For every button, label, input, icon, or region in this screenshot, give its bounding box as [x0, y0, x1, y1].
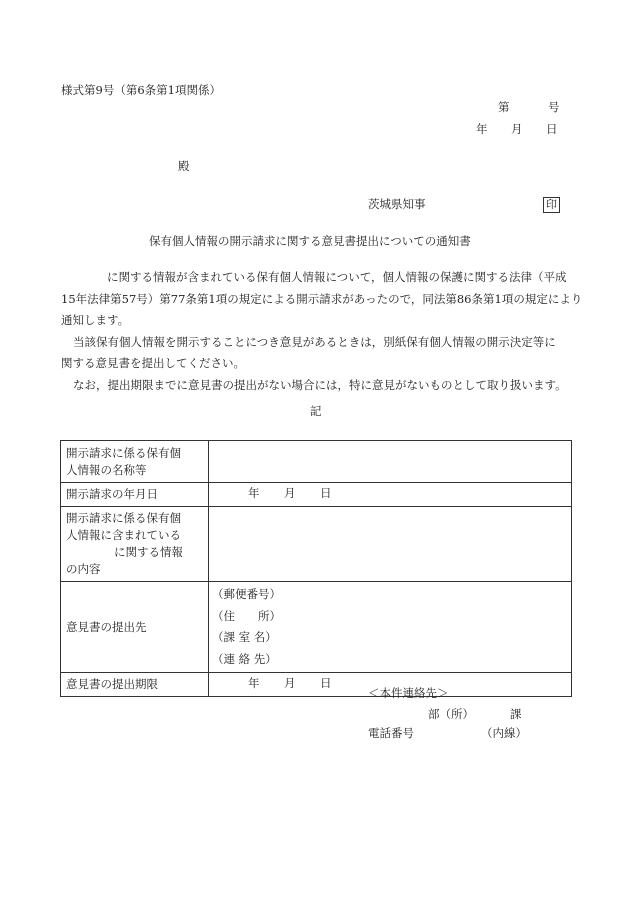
body-p3-line1: なお，提出期限までに意見書の提出がない場合には，特に意見がないものとして取り扱います。: [73, 377, 567, 392]
document-title: 保有個人情報の開示請求に関する意見書提出についての通知書: [149, 234, 471, 248]
body-text: [61, 267, 581, 396]
row-label-request-date: 開示請求の年月日: [61, 483, 209, 507]
row-value-submission-address: [209, 582, 572, 673]
contact-heading: ＜本件連絡先＞: [368, 686, 449, 700]
address-address: （住 所）: [212, 608, 281, 623]
table-row: [61, 673, 572, 697]
body-p1-line3: 通知します。: [61, 313, 130, 327]
address-contact: （連 絡 先）: [212, 651, 277, 666]
request-date-day: 日: [320, 486, 332, 500]
row-label-submission-address: 意見書の提出先: [61, 582, 209, 673]
contact-phone-label: 電話番号: [368, 726, 414, 740]
seal-text: 印: [543, 197, 560, 213]
info-table: [60, 440, 572, 697]
form-id: 様式第9号（第6条第1項関係）: [61, 83, 221, 97]
doc-number-suffix: 号: [548, 100, 560, 114]
row-value-related-info: [209, 507, 572, 582]
date-year: 年: [476, 122, 488, 136]
row1-label-line1: 開示請求に係る保有個: [66, 445, 181, 460]
table-row: [61, 441, 572, 483]
date-day: 日: [546, 122, 558, 136]
contact-dept: 部（所）: [428, 707, 474, 721]
row3-label-line2: 人情報に含まれている: [66, 528, 181, 542]
contact-section: 課: [510, 707, 522, 721]
deadline-year: 年: [248, 676, 260, 690]
row3-label-line1: 開示請求に係る保有個: [66, 511, 181, 525]
row-value-request-date: [209, 483, 572, 507]
deadline-day: 日: [320, 676, 332, 690]
row-label-deadline: 意見書の提出期限: [61, 673, 209, 697]
row-label-related-info: [61, 507, 209, 582]
request-date-month: 月: [284, 486, 296, 500]
table-row: [61, 507, 572, 582]
body-p2-line1: 当該保有個人情報を開示することにつき意見があるときは，別紙保有個人情報の開示決定等に: [73, 334, 556, 349]
row3-label-line3: に関する情報: [114, 545, 183, 559]
row-label-document-name: [61, 441, 209, 483]
address-section: （課 室 名）: [212, 630, 277, 644]
seal-mark: [543, 197, 560, 213]
doc-number-prefix: 第: [498, 100, 510, 114]
row3-label-line4: の内容: [66, 562, 101, 576]
row1-label-line2: 人情報の名称等: [66, 462, 147, 477]
body-p2-line2: 関する意見書を提出してください。: [61, 356, 245, 370]
date-month: 月: [511, 122, 523, 136]
addressee-suffix: 殿: [178, 159, 190, 173]
table-row: [61, 483, 572, 507]
address-postal: （郵便番号）: [212, 587, 281, 601]
ki-label: 記: [310, 404, 322, 418]
contact-extension: （内線）: [481, 726, 527, 740]
request-date-year: 年: [248, 486, 260, 500]
deadline-month: 月: [284, 676, 296, 690]
table-row: [61, 582, 572, 673]
row-value-document-name: [209, 441, 572, 483]
body-p1-line2: 15年法律第57号）第77条第1項の規定による開示請求があったので，同法第86条第1項の規定により: [61, 291, 583, 306]
sender-title: 茨城県知事: [368, 197, 426, 211]
body-p1-line1: に関する情報が含まれている保有個人情報について，個人情報の保護に関する法律（平成: [107, 270, 567, 284]
